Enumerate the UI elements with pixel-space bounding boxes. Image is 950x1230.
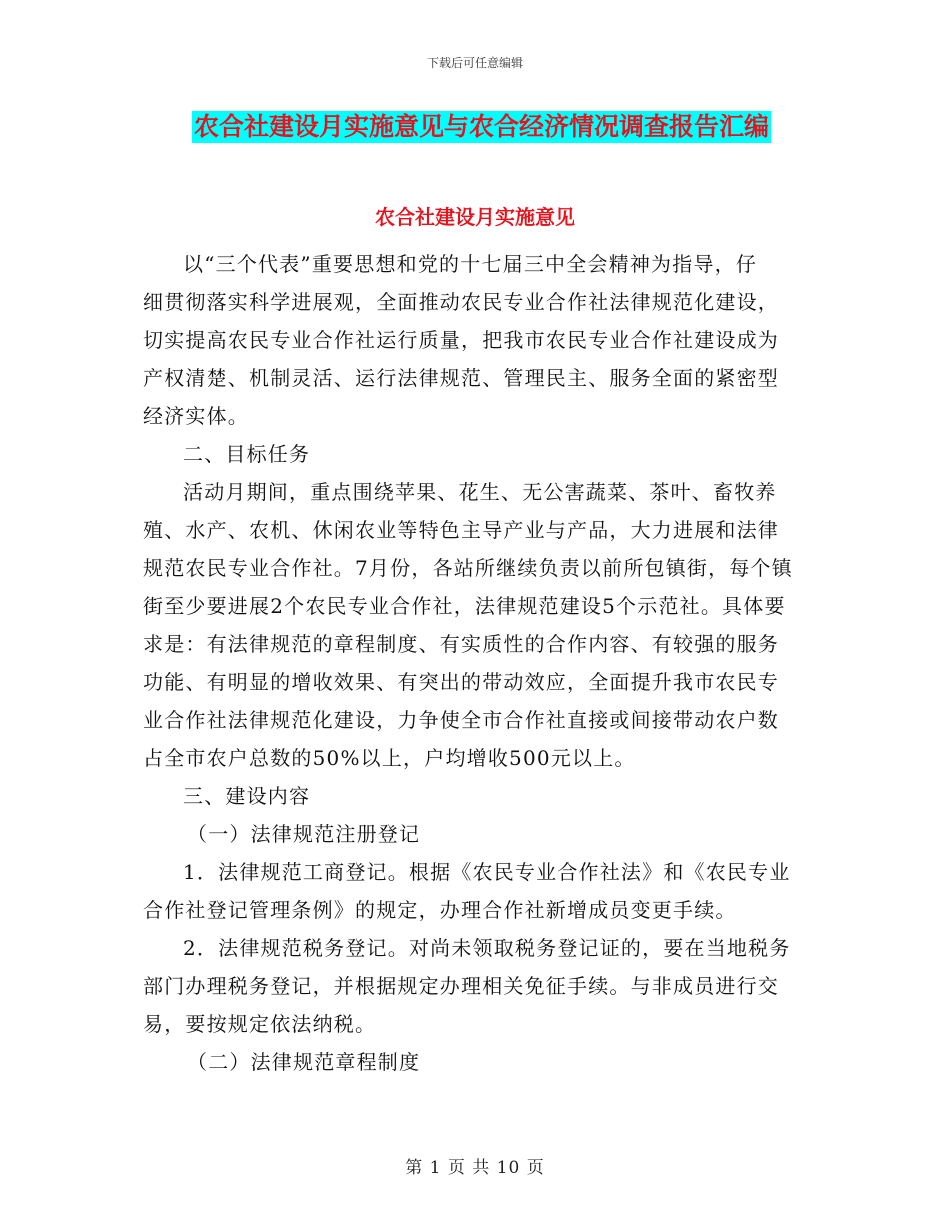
- text-line: 易，要按规定依法纳税。: [143, 1012, 377, 1036]
- text-line: 部门办理税务登记，并根据规定办理相关免征手续。与非成员进行交: [143, 974, 779, 998]
- text-line: 活动月期间，重点围绕苹果、花生、无公害蔬菜、茶叶、畜牧养: [183, 480, 777, 504]
- text-line: 切实提高农民专业合作社运行质量，把我市农民专业合作社建设成为: [143, 328, 779, 352]
- text-line: 1．法律规范工商登记。根据《农民专业合作社法》和《农民专业: [183, 860, 791, 884]
- text-line: 街至少要进展2个农民专业合作社，法律规范建设5个示范社。具体要: [143, 594, 786, 618]
- main-title-wrap: [192, 111, 771, 143]
- document-body: [143, 245, 811, 1081]
- text-line: 规范农民专业合作社。7月份，各站所继续负责以前所包镇街，每个镇: [143, 556, 793, 580]
- text-line: 殖、水产、农机、休闲农业等特色主导产业与产品，大力进展和法律: [143, 518, 779, 542]
- text-line: 经济实体。: [143, 404, 249, 428]
- item-1-paragraph: [143, 853, 811, 929]
- main-title: 农合社建设月实施意见与农合经济情况调查报告汇编: [194, 112, 770, 141]
- text-line: 占全市农户总数的50%以上，户均增收500元以上。: [143, 746, 636, 770]
- text-line: 2．法律规范税务登记。对尚未领取税务登记证的，要在当地税务: [183, 936, 791, 960]
- sub-heading-registration: （一）法律规范注册登记: [187, 822, 421, 846]
- text-line: 细贯彻落实科学进展观，全面推动农民专业合作社法律规范化建设，: [143, 290, 779, 314]
- goals-paragraph: [143, 473, 811, 777]
- text-line: 产权清楚、机制灵活、运行法律规范、管理民主、服务全面的紧密型: [143, 366, 779, 390]
- text-line: 求是：有法律规范的章程制度、有实质性的合作内容、有较强的服务: [143, 632, 779, 656]
- heading-goals: 二、目标任务: [183, 442, 311, 466]
- item-2-paragraph: [143, 929, 811, 1043]
- page-footer: 第 1 页 共 10 页: [405, 1158, 545, 1178]
- heading-content: 三、建设内容: [183, 784, 311, 808]
- text-line: 业合作社法律规范化建设，力争使全市合作社直接或间接带动农户数: [143, 708, 779, 732]
- intro-paragraph: [143, 245, 811, 435]
- header-note: 下载后可任意编辑: [426, 56, 523, 70]
- text-line: 功能、有明显的增收效果、有突出的带动效应，全面提升我市农民专: [143, 670, 779, 694]
- section-title: 农合社建设月实施意见: [375, 205, 575, 229]
- sub-heading-charter: （二）法律规范章程制度: [187, 1050, 421, 1074]
- text-line: 合作社登记管理条例》的规定，办理合作社新增成员变更手续。: [143, 898, 737, 922]
- text-line: 以“三个代表”重要思想和党的十七届三中全会精神为指导，仔: [183, 252, 758, 276]
